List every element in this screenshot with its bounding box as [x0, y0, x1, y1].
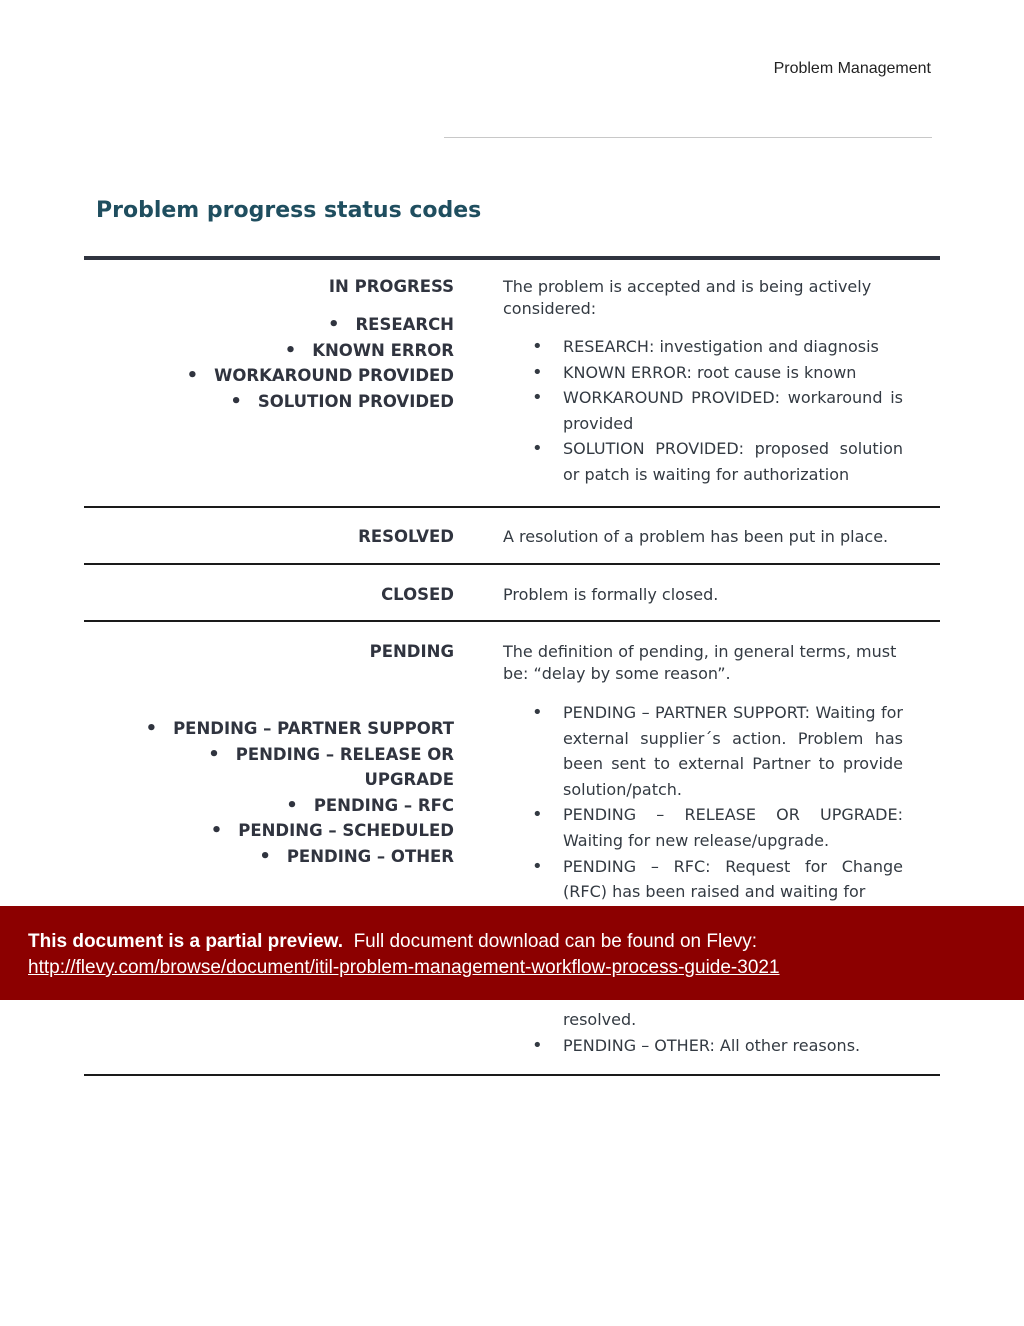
banner-download-link[interactable]: http://flevy.com/browse/document/itil-problem-management-workflow-process-guide-3021: [28, 957, 780, 978]
status-description: Problem is formally closed.: [503, 585, 719, 604]
page-title: Problem progress status codes: [96, 198, 482, 223]
status-desc-list: [503, 700, 903, 905]
status-code-label: IN PROGRESS: [328, 277, 454, 296]
subcode-item: • PENDING – RELEASE OR: [208, 743, 454, 765]
desc-item: • PENDING – RFC: Request for Change (RFC) has been raised and waiting for: [532, 855, 903, 902]
banner-text: Full document download can be found on Flevy:: [353, 931, 758, 952]
subcode-item: UPGRADE: [364, 770, 454, 790]
desc-item: • KNOWN ERROR: root cause is known: [532, 361, 857, 383]
status-code-label: CLOSED: [381, 585, 454, 604]
desc-item: • PENDING – PARTNER SUPPORT: Waiting for external supplier´s action. Problem has been sent to external Partner to provide solution/patch.: [532, 702, 903, 799]
row-divider: [84, 620, 940, 622]
desc-item: • PENDING – RELEASE OR UPGRADE: Waiting for new release/upgrade.: [532, 804, 903, 850]
status-code-resolved: [358, 524, 454, 550]
status-description: A resolution of a problem has been put in place.: [503, 527, 889, 546]
desc-item: • WORKAROUND PROVIDED: workaround is provided: [532, 387, 903, 433]
status-desc-closed: [503, 584, 903, 606]
status-desc-pending-continued: [503, 1007, 903, 1058]
subcode-item: • RESEARCH: [327, 314, 454, 335]
table-top-rule: [84, 256, 940, 260]
row-divider: [84, 563, 940, 565]
banner-message: [28, 931, 757, 953]
status-code-label: PENDING: [369, 642, 454, 661]
desc-item: • PENDING – OTHER: All other reasons.: [532, 1034, 861, 1056]
desc-item: • RESEARCH: investigation and diagnosis: [532, 336, 879, 357]
status-desc-list: [503, 1007, 903, 1058]
subcode-item: • PENDING – PARTNER SUPPORT: [145, 718, 454, 739]
status-description: The definition of pending, in general terms, must be: “delay by some reason”.: [503, 642, 897, 683]
subcode-item: • KNOWN ERROR: [284, 339, 454, 361]
row-divider: [84, 506, 940, 508]
subcode-item: • PENDING – SCHEDULED: [210, 820, 454, 842]
desc-item: • SOLUTION PROVIDED: proposed solution or patch is waiting for authorization: [532, 438, 903, 484]
table-bottom-rule: [84, 1074, 940, 1076]
status-description: The problem is accepted and is being actively considered:: [503, 277, 872, 318]
banner-bold-text: This document is a partial preview.: [28, 931, 343, 952]
subcode-item: • SOLUTION PROVIDED: [230, 390, 454, 412]
preview-banner: [0, 906, 1024, 1000]
page-header-label: Problem Management: [773, 60, 931, 77]
status-desc-resolved: [503, 526, 903, 548]
status-code-pending: [146, 639, 454, 870]
status-desc-in-progress: [503, 276, 903, 488]
subcode-item: • PENDING – RFC: [286, 794, 454, 816]
status-desc-list: [503, 334, 903, 488]
status-code-in-progress: [187, 274, 454, 414]
subcode-item: • WORKAROUND PROVIDED: [186, 365, 454, 387]
status-subcodes: [187, 312, 454, 414]
status-desc-pending: [503, 641, 903, 905]
subcode-item: • PENDING – OTHER: [259, 845, 454, 867]
desc-item: resolved.: [563, 1010, 637, 1029]
status-code-closed: [381, 582, 454, 608]
status-code-label: RESOLVED: [358, 527, 454, 546]
status-subcodes: [146, 716, 454, 870]
header-divider: [444, 137, 932, 138]
